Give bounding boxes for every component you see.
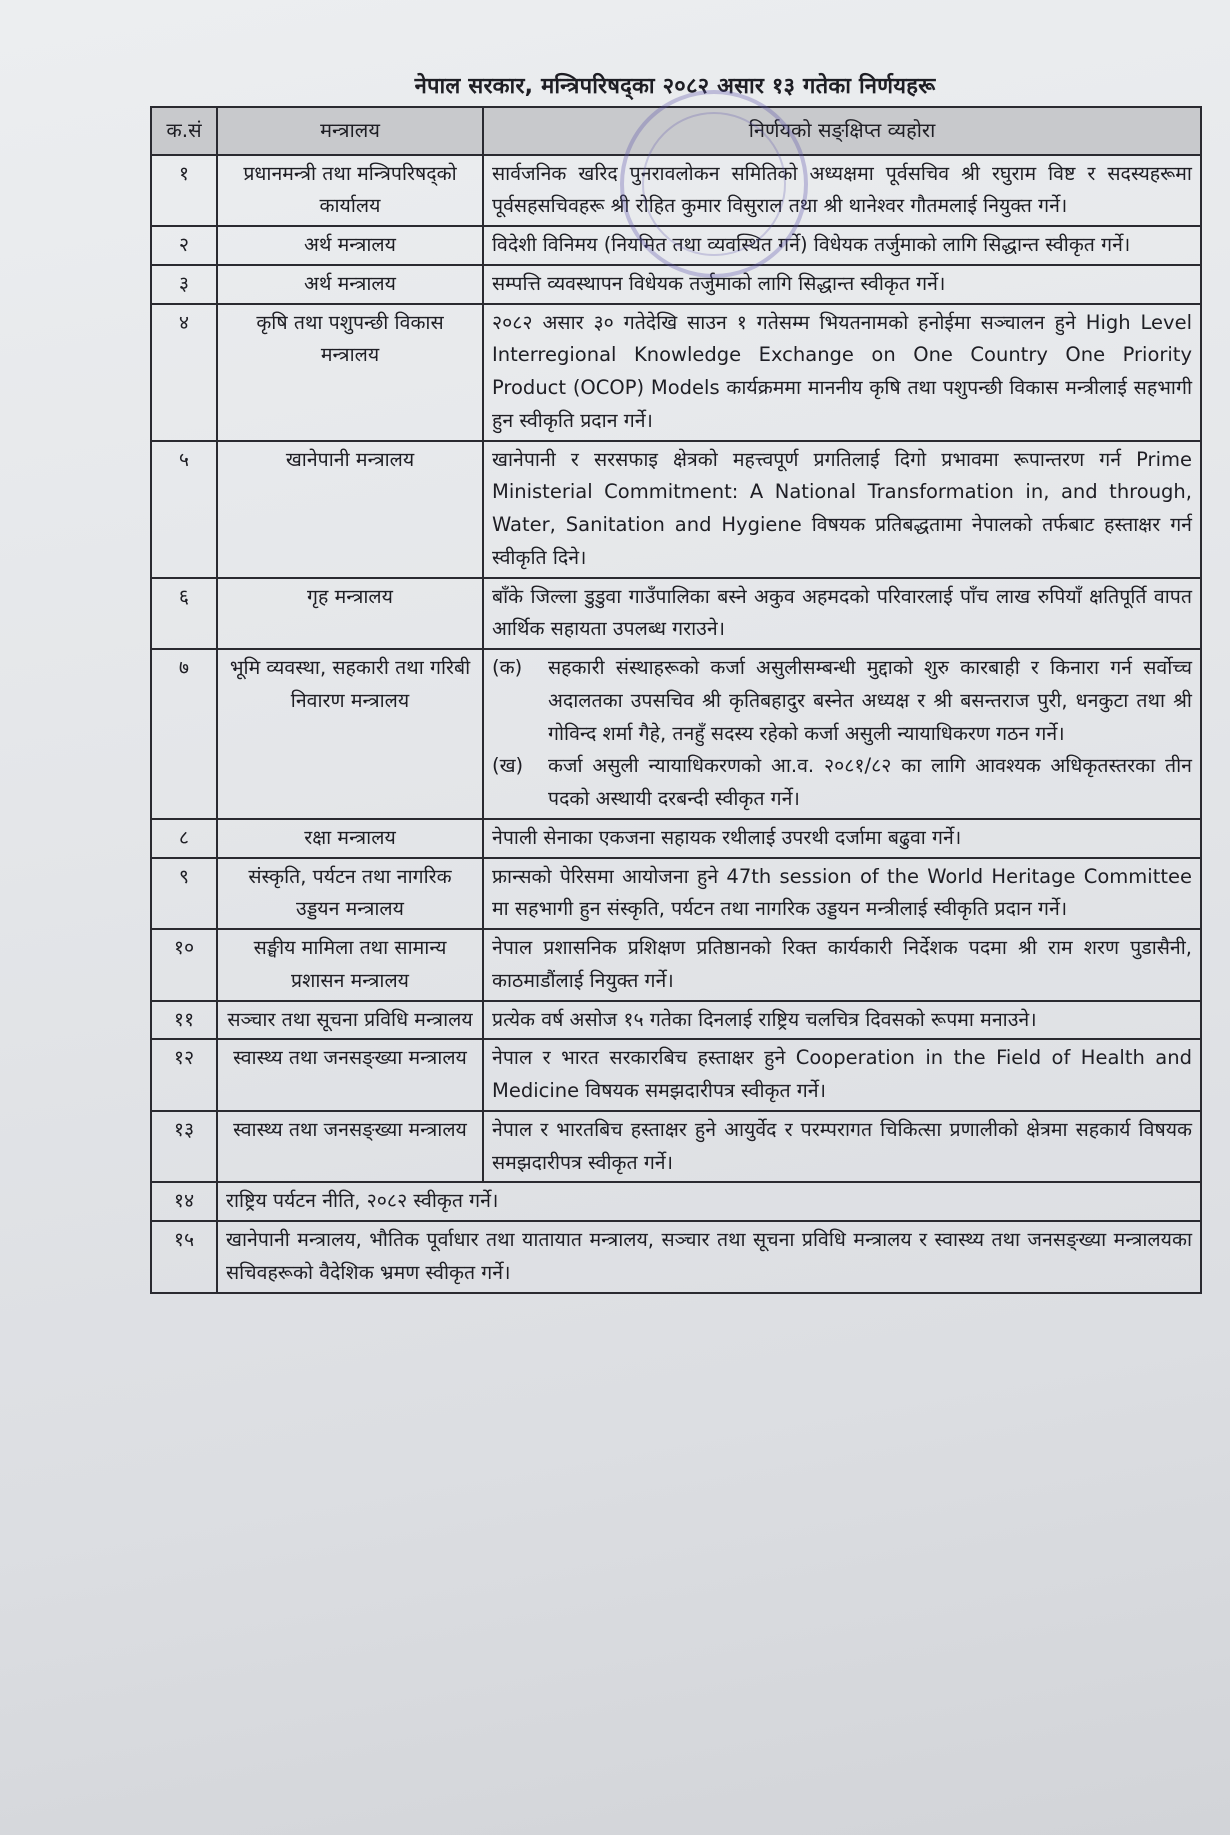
table-row-spanning [151, 1182, 1201, 1221]
row-number: ७ [151, 649, 217, 819]
row-decision: नेपाली सेनाका एकजना सहायक रथीलाई उपरथी दर्जामा बढुवा गर्ने। [483, 819, 1201, 858]
row-decision: नेपाल र भारत सरकारबिच हस्ताक्षर हुने Cooperation in the Field of Health and Medicine विषयक समझदारीपत्र स्वीकृत गर्ने। [483, 1039, 1201, 1111]
row-number: २ [151, 226, 217, 265]
row-ministry: स्वास्थ्य तथा जनसङ्ख्या मन्त्रालय [217, 1111, 483, 1183]
table-row [151, 578, 1201, 650]
table-row [151, 304, 1201, 441]
row-ministry: स्वास्थ्य तथा जनसङ्ख्या मन्त्रालय [217, 1039, 483, 1111]
row-decision: नेपाल प्रशासनिक प्रशिक्षण प्रतिष्ठानको रिक्त कार्यकारी निर्देशक पदमा श्री राम शरण पुडासैनी, काठमाडौंलाई नियुक्त गर्ने। [483, 929, 1201, 1001]
row-number: ५ [151, 441, 217, 578]
table-row [151, 1001, 1201, 1040]
row-ministry: खानेपानी मन्त्रालय [217, 441, 483, 578]
table-header-row [151, 107, 1201, 155]
sub-item-text: सहकारी संस्थाहरूको कर्जा असुलीसम्बन्धी मुद्दाको शुरु कारबाही र किनारा गर्न सर्वोच्च अदालतका उपसचिव श्री कृतिबहादुर बस्नेत अध्यक्ष र श्री बसन्तराज पुरी, धनकुटा तथा श्री गोविन्द शर्मा गैहे, तनहुँ सदस्य रहेको कर्जा असुली न्यायाधिकरण गठन गर्ने। [548, 656, 1192, 745]
row-number: ४ [151, 304, 217, 441]
table-row [151, 858, 1201, 930]
table-row [151, 649, 1201, 819]
row-number: ११ [151, 1001, 217, 1040]
row-ministry: अर्थ मन्त्रालय [217, 226, 483, 265]
row-number: ६ [151, 578, 217, 650]
table-row [151, 155, 1201, 227]
row-ministry: संस्कृति, पर्यटन तथा नागरिक उड्डयन मन्त्रालय [217, 858, 483, 930]
page-title: नेपाल सरकार, मन्त्रिपरिषद्का २०८२ असार १३ गतेका निर्णयहरू [414, 74, 936, 99]
row-number: १३ [151, 1111, 217, 1183]
row-number: १० [151, 929, 217, 1001]
table-row [151, 265, 1201, 304]
row-decision: फ्रान्सको पेरिसमा आयोजना हुने 47th session of the World Heritage Committee मा सहभागी हुन संस्कृति, पर्यटन तथा नागरिक उड्डयन मन्त्रीलाई स्वीकृति प्रदान गर्ने। [483, 858, 1201, 930]
decisions-table [150, 106, 1202, 1294]
row-ministry: अर्थ मन्त्रालय [217, 265, 483, 304]
table-row-spanning [151, 1221, 1201, 1293]
table-row [151, 819, 1201, 858]
row-decision: खानेपानी मन्त्रालय, भौतिक पूर्वाधार तथा यातायात मन्त्रालय, सञ्चार तथा सूचना प्रविधि मन्त्रालय र स्वास्थ्य तथा जनसङ्ख्या मन्त्रालयका सचिवहरूको वैदेशिक भ्रमण स्वीकृत गर्ने। [217, 1221, 1201, 1293]
row-decision-list [483, 649, 1201, 819]
row-decision: प्रत्येक वर्ष असोज १५ गतेका दिनलाई राष्ट्रिय चलचित्र दिवसको रूपमा मनाउने। [483, 1001, 1201, 1040]
row-number: ९ [151, 858, 217, 930]
row-decision: खानेपानी र सरसफाइ क्षेत्रको महत्त्वपूर्ण प्रगतिलाई दिगो प्रभावमा रूपान्तरण गर्न Prime Ministerial Commitment: A National Transformation in, and through, Water, Sanitation and Hygiene विषयक प्रतिबद्धतामा नेपालको तर्फबाट हस्ताक्षर गर्न स्वीकृति दिने। [483, 441, 1201, 578]
row-ministry: भूमि व्यवस्था, सहकारी तथा गरिबी निवारण मन्त्रालय [217, 649, 483, 819]
table-row [151, 929, 1201, 1001]
row-number: १४ [151, 1182, 217, 1221]
row-number: ८ [151, 819, 217, 858]
row-number: १२ [151, 1039, 217, 1111]
table-row [151, 1111, 1201, 1183]
row-number: १ [151, 155, 217, 227]
decision-sheet [150, 70, 1200, 1294]
sub-item-label: (ख) [492, 754, 524, 778]
table-row [151, 1039, 1201, 1111]
row-ministry: सञ्चार तथा सूचना प्रविधि मन्त्रालय [217, 1001, 483, 1040]
row-decision: सार्वजनिक खरिद पुनरावलोकन समितिको अध्यक्षमा पूर्वसचिव श्री रघुराम विष्ट र सदस्यहरूमा पूर्वसहसचिवहरू श्री रोहित कुमार विसुराल तथा श्री थानेश्वर गौतमलाई नियुक्त गर्ने। [483, 155, 1201, 227]
row-ministry: प्रधानमन्त्री तथा मन्त्रिपरिषद्को कार्यालय [217, 155, 483, 227]
row-ministry: सङ्घीय मामिला तथा सामान्य प्रशासन मन्त्रालय [217, 929, 483, 1001]
row-decision: बाँके जिल्ला डुडुवा गाउँपालिका बस्ने अकुव अहमदको परिवारलाई पाँच लाख रुपियाँ क्षतिपूर्ति वापत आर्थिक सहायता उपलब्ध गराउने। [483, 578, 1201, 650]
row-decision: सम्पत्ति व्यवस्थापन विधेयक तर्जुमाको लागि सिद्धान्त स्वीकृत गर्ने। [483, 265, 1201, 304]
row-number: ३ [151, 265, 217, 304]
header-decision: निर्णयको सङ्क्षिप्त व्यहोरा [483, 107, 1201, 155]
row-decision: राष्ट्रिय पर्यटन नीति, २०८२ स्वीकृत गर्ने। [217, 1182, 1201, 1221]
row-decision: २०८२ असार ३० गतेदेखि साउन १ गतेसम्म भियतनामको हनोईमा सञ्चालन हुने High Level Interregional Knowledge Exchange on One Country One Priority Product (OCOP) Models कार्यक्रममा माननीय कृषि तथा पशुपन्छी विकास मन्त्रीलाई सहभागी हुन स्वीकृति प्रदान गर्ने। [483, 304, 1201, 441]
row-ministry: कृषि तथा पशुपन्छी विकास मन्त्रालय [217, 304, 483, 441]
sub-item-label: (क) [492, 656, 523, 680]
table-row [151, 226, 1201, 265]
table-row [151, 441, 1201, 578]
header-serial-number: क.सं [151, 107, 217, 155]
row-decision: नेपाल र भारतबिच हस्ताक्षर हुने आयुर्वेद र परम्परागत चिकित्सा प्रणालीको क्षेत्रमा सहकार्य विषयक समझदारीपत्र स्वीकृत गर्ने। [483, 1111, 1201, 1183]
row-decision: विदेशी विनिमय (नियमित तथा व्यवस्थित गर्ने) विधेयक तर्जुमाको लागि सिद्धान्त स्वीकृत गर्ने। [483, 226, 1201, 265]
header-ministry: मन्त्रालय [217, 107, 483, 155]
row-number: १५ [151, 1221, 217, 1293]
sub-item [492, 750, 1192, 816]
row-ministry: गृह मन्त्रालय [217, 578, 483, 650]
row-ministry: रक्षा मन्त्रालय [217, 819, 483, 858]
sub-item-text: कर्जा असुली न्यायाधिकरणको आ.व. २०८१/८२ का लागि आवश्यक अधिकृतस्तरका तीन पदको अस्थायी दरबन्दी स्वीकृत गर्ने। [548, 754, 1192, 811]
sub-item [492, 652, 1192, 750]
